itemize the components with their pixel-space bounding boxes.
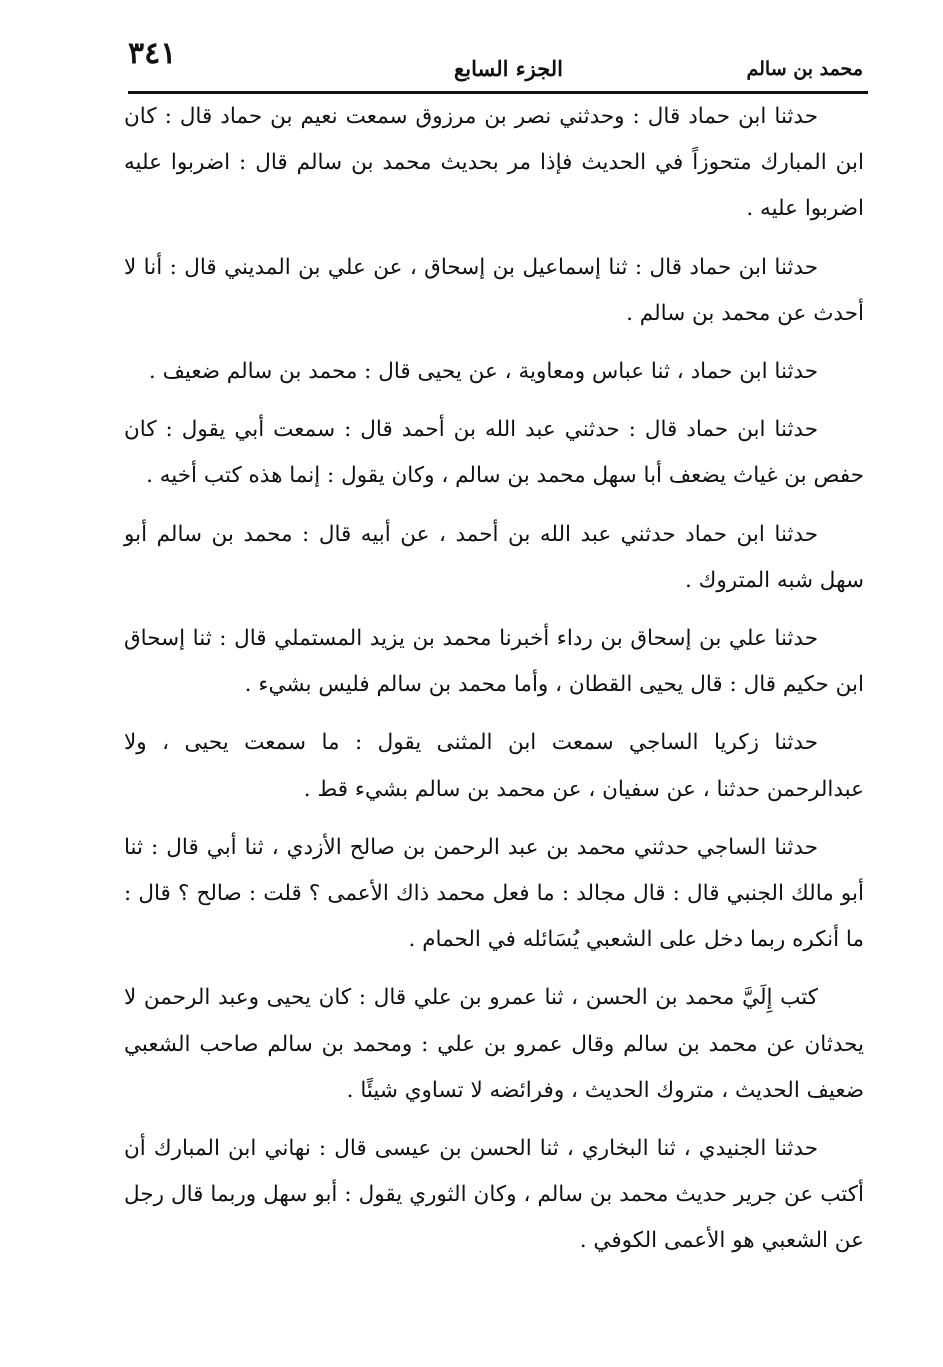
- chapter-title: الجزء السابع: [454, 56, 563, 81]
- paragraph: حدثنا ابن حماد ، ثنا عباس ومعاوية ، عن يحيى قال : محمد بن سالم ضعيف .: [148, 359, 818, 385]
- paragraph: حدثنا الجنيدي ، ثنا البخاري ، ثنا الحسن بن عيسى قال : نهاني ابن المبارك أن أكتب عن جرير حديث محمد بن سالم ، وكان الثوري يقول : أبو سهل وربما قال رجل عن الشعبي هو الأعمى الكوفي .: [124, 1136, 864, 1254]
- paragraph: حدثنا زكريا الساجي سمعت ابن المثنى يقول : ما سمعت يحيى ، ولا عبدالرحمن حدثنا ، عن سفيان ، عن محمد بن سالم بشيء قط .: [124, 730, 864, 802]
- paragraph: حدثنا الساجي حدثني محمد بن عبد الرحمن بن صالح الأزدي ، ثنا أبي قال : ثنا أبو مالك الجنبي قال : قال مجالد : ما فعل محمد ذاك الأعمى ؟ قلت : صالح ؟ قال : ما أنكره ربما دخل على الشعبي يُسَائله في الحمام .: [124, 834, 864, 953]
- page-header: [128, 30, 863, 90]
- running-head: محمد بن سالم: [746, 58, 863, 80]
- paragraph: حدثنا علي بن إسحاق بن رداء أخبرنا محمد بن يزيد المستملي قال : ثنا إسحاق ابن حكيم قال : قال يحيى القطان ، وأما محمد بن سالم فليس بشيء .: [124, 626, 864, 698]
- paragraph: حدثنا ابن حماد قال : حدثني عبد الله بن أحمد قال : سمعت أبي يقول : كان حفص بن غياث يضعف أبا سهل محمد بن سالم ، وكان يقول : إنما هذه كتب أخيه .: [124, 417, 864, 489]
- paragraph: حدثنا ابن حماد حدثني عبد الله بن أحمد ، عن أبيه قال : محمد بن سالم أبو سهل شبه المتروك .: [124, 521, 864, 593]
- page-body: [124, 94, 864, 1277]
- page-number: ٣٤١: [128, 36, 177, 71]
- paragraph: كتب إِلَيَّ محمد بن الحسن ، ثنا عمرو بن علي قال : كان يحيى وعبد الرحمن لا يحدثان عن محمد بن سالم وقال عمرو بن علي : ومحمد بن سالم صاحب الشعبي ضعيف الحديث ، متروك الحديث ، وفرائضه لا تساوي شيئًا .: [124, 985, 864, 1103]
- paragraph: حدثنا ابن حماد قال : وحدثني نصر بن مرزوق سمعت نعيم بن حماد قال : كان ابن المبارك متحوزاً في الحديث فإذا مر بحديث محمد بن سالم قال : اضربوا عليه اضربوا عليه .: [124, 104, 864, 222]
- paragraph: حدثنا ابن حماد قال : ثنا إسماعيل بن إسحاق ، عن علي بن المديني قال : أنا لا أحدث عن محمد بن سالم .: [124, 254, 864, 326]
